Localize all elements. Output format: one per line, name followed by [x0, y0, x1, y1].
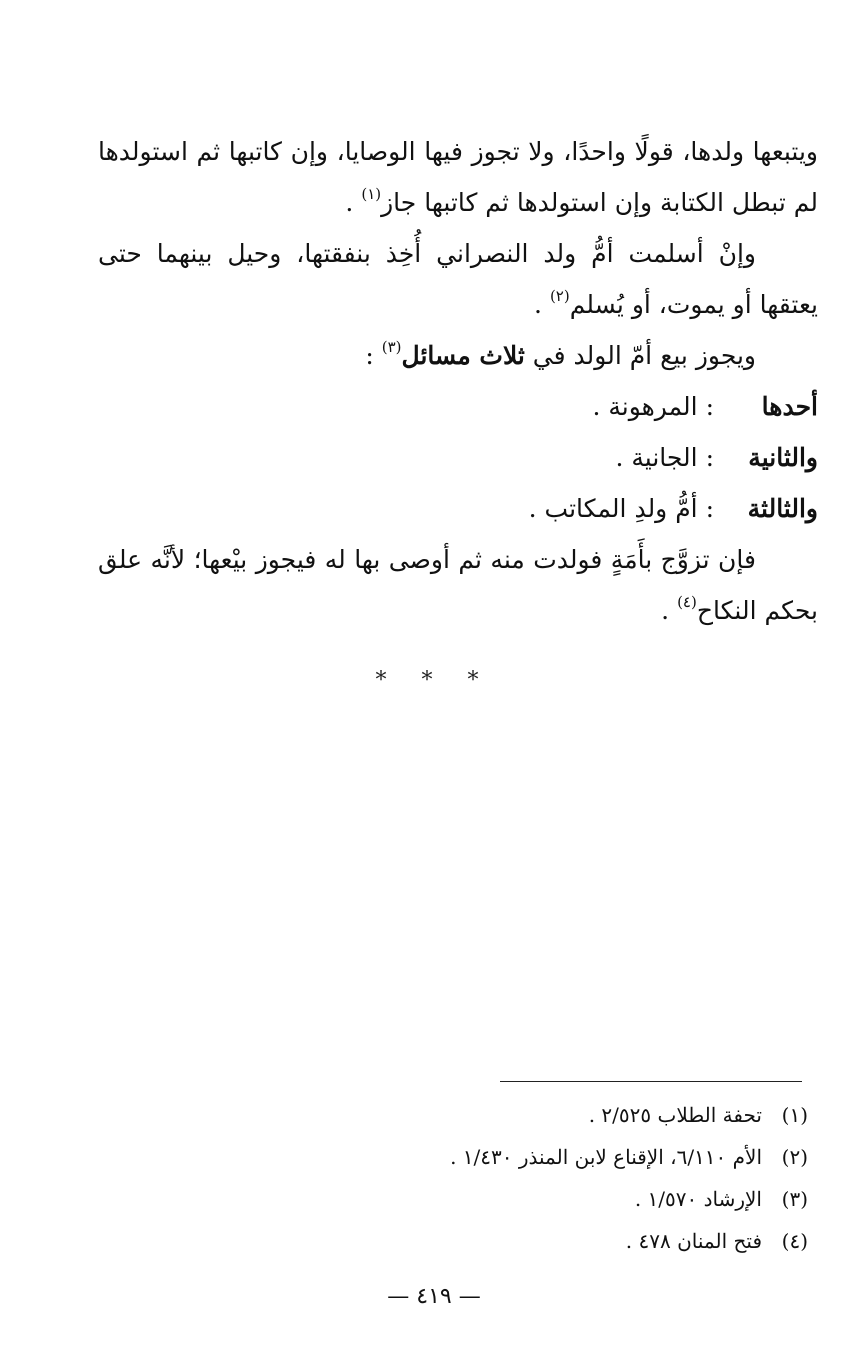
footnote-number: (١)	[781, 1103, 808, 1127]
punctuation: .	[534, 290, 550, 319]
paragraph-2	[98, 228, 818, 330]
footnote-number: (٢)	[781, 1145, 808, 1169]
item-label: والثالثة	[747, 494, 818, 523]
paragraph-4	[98, 534, 818, 636]
footnote-2	[300, 1136, 808, 1178]
section-separator: * * *	[375, 668, 493, 693]
footnote-ref-2: (٢)	[549, 287, 570, 305]
footnotes	[300, 1094, 808, 1262]
text-span: ويتبعها ولدها، قولًا واحدًا، ولا تجوز فيها الوصايا، وإن كاتبها ثم استولدها	[98, 137, 818, 166]
page-number: — ٤١٩ —	[387, 1284, 481, 1309]
footnote-number: (٤)	[781, 1229, 808, 1253]
paragraph-1-line-2	[98, 177, 818, 228]
text-span: ويجوز بيع أمّ الولد في	[524, 341, 756, 370]
list-item-3	[98, 483, 818, 534]
footnote-1	[300, 1094, 808, 1136]
footnote-text: فتح المنان ٤٧٨ .	[625, 1229, 762, 1253]
footnote-number: (٣)	[781, 1187, 808, 1211]
text-span: وإنْ أسلمت أمُّ ولد النصراني أُخِذ بنفقتها، وحيل بينهما حتى يعتقها أو يموت، أو يُسلم	[98, 239, 818, 319]
footnote-ref-1: (١)	[361, 185, 382, 203]
item-label: والثانية	[748, 443, 818, 472]
item-value: : المرهونة .	[592, 392, 714, 421]
footnote-3	[300, 1178, 808, 1220]
punctuation: :	[365, 341, 382, 370]
footnote-text: الأم ٦/١١٠، الإقناع لابن المنذر ١/٤٣٠ .	[450, 1145, 762, 1169]
footnote-text: الإرشاد ١/٥٧٠ .	[634, 1187, 762, 1211]
paragraph-3	[98, 330, 818, 381]
item-label: أحدها	[761, 392, 818, 421]
item-value: : أمُّ ولدِ المكاتب .	[528, 494, 714, 523]
text-span: لم تبطل الكتابة وإن استولدها ثم كاتبها جاز	[381, 188, 818, 217]
footnote-ref-3: (٣)	[381, 338, 402, 356]
list-item-1	[98, 381, 818, 432]
item-value: : الجانية .	[615, 443, 714, 472]
footnote-ref-4: (٤)	[677, 593, 697, 611]
footnote-text: تحفة الطلاب ٢/٥٢٥ .	[588, 1103, 762, 1127]
list-item-2	[98, 432, 818, 483]
footnote-divider	[500, 1081, 802, 1082]
bold-phrase: ثلاث مسائل	[401, 341, 525, 370]
punctuation: .	[345, 188, 362, 217]
paragraph-1-line-1	[98, 126, 818, 177]
footnote-4	[300, 1220, 808, 1262]
text-span: فإن تزوَّج بأَمَةٍ فولدت منه ثم أوصى بها له فيجوز بيْعها؛ لأنَّه علق بحكم النكاح	[98, 545, 818, 625]
punctuation: .	[661, 596, 678, 625]
main-text	[98, 126, 818, 636]
